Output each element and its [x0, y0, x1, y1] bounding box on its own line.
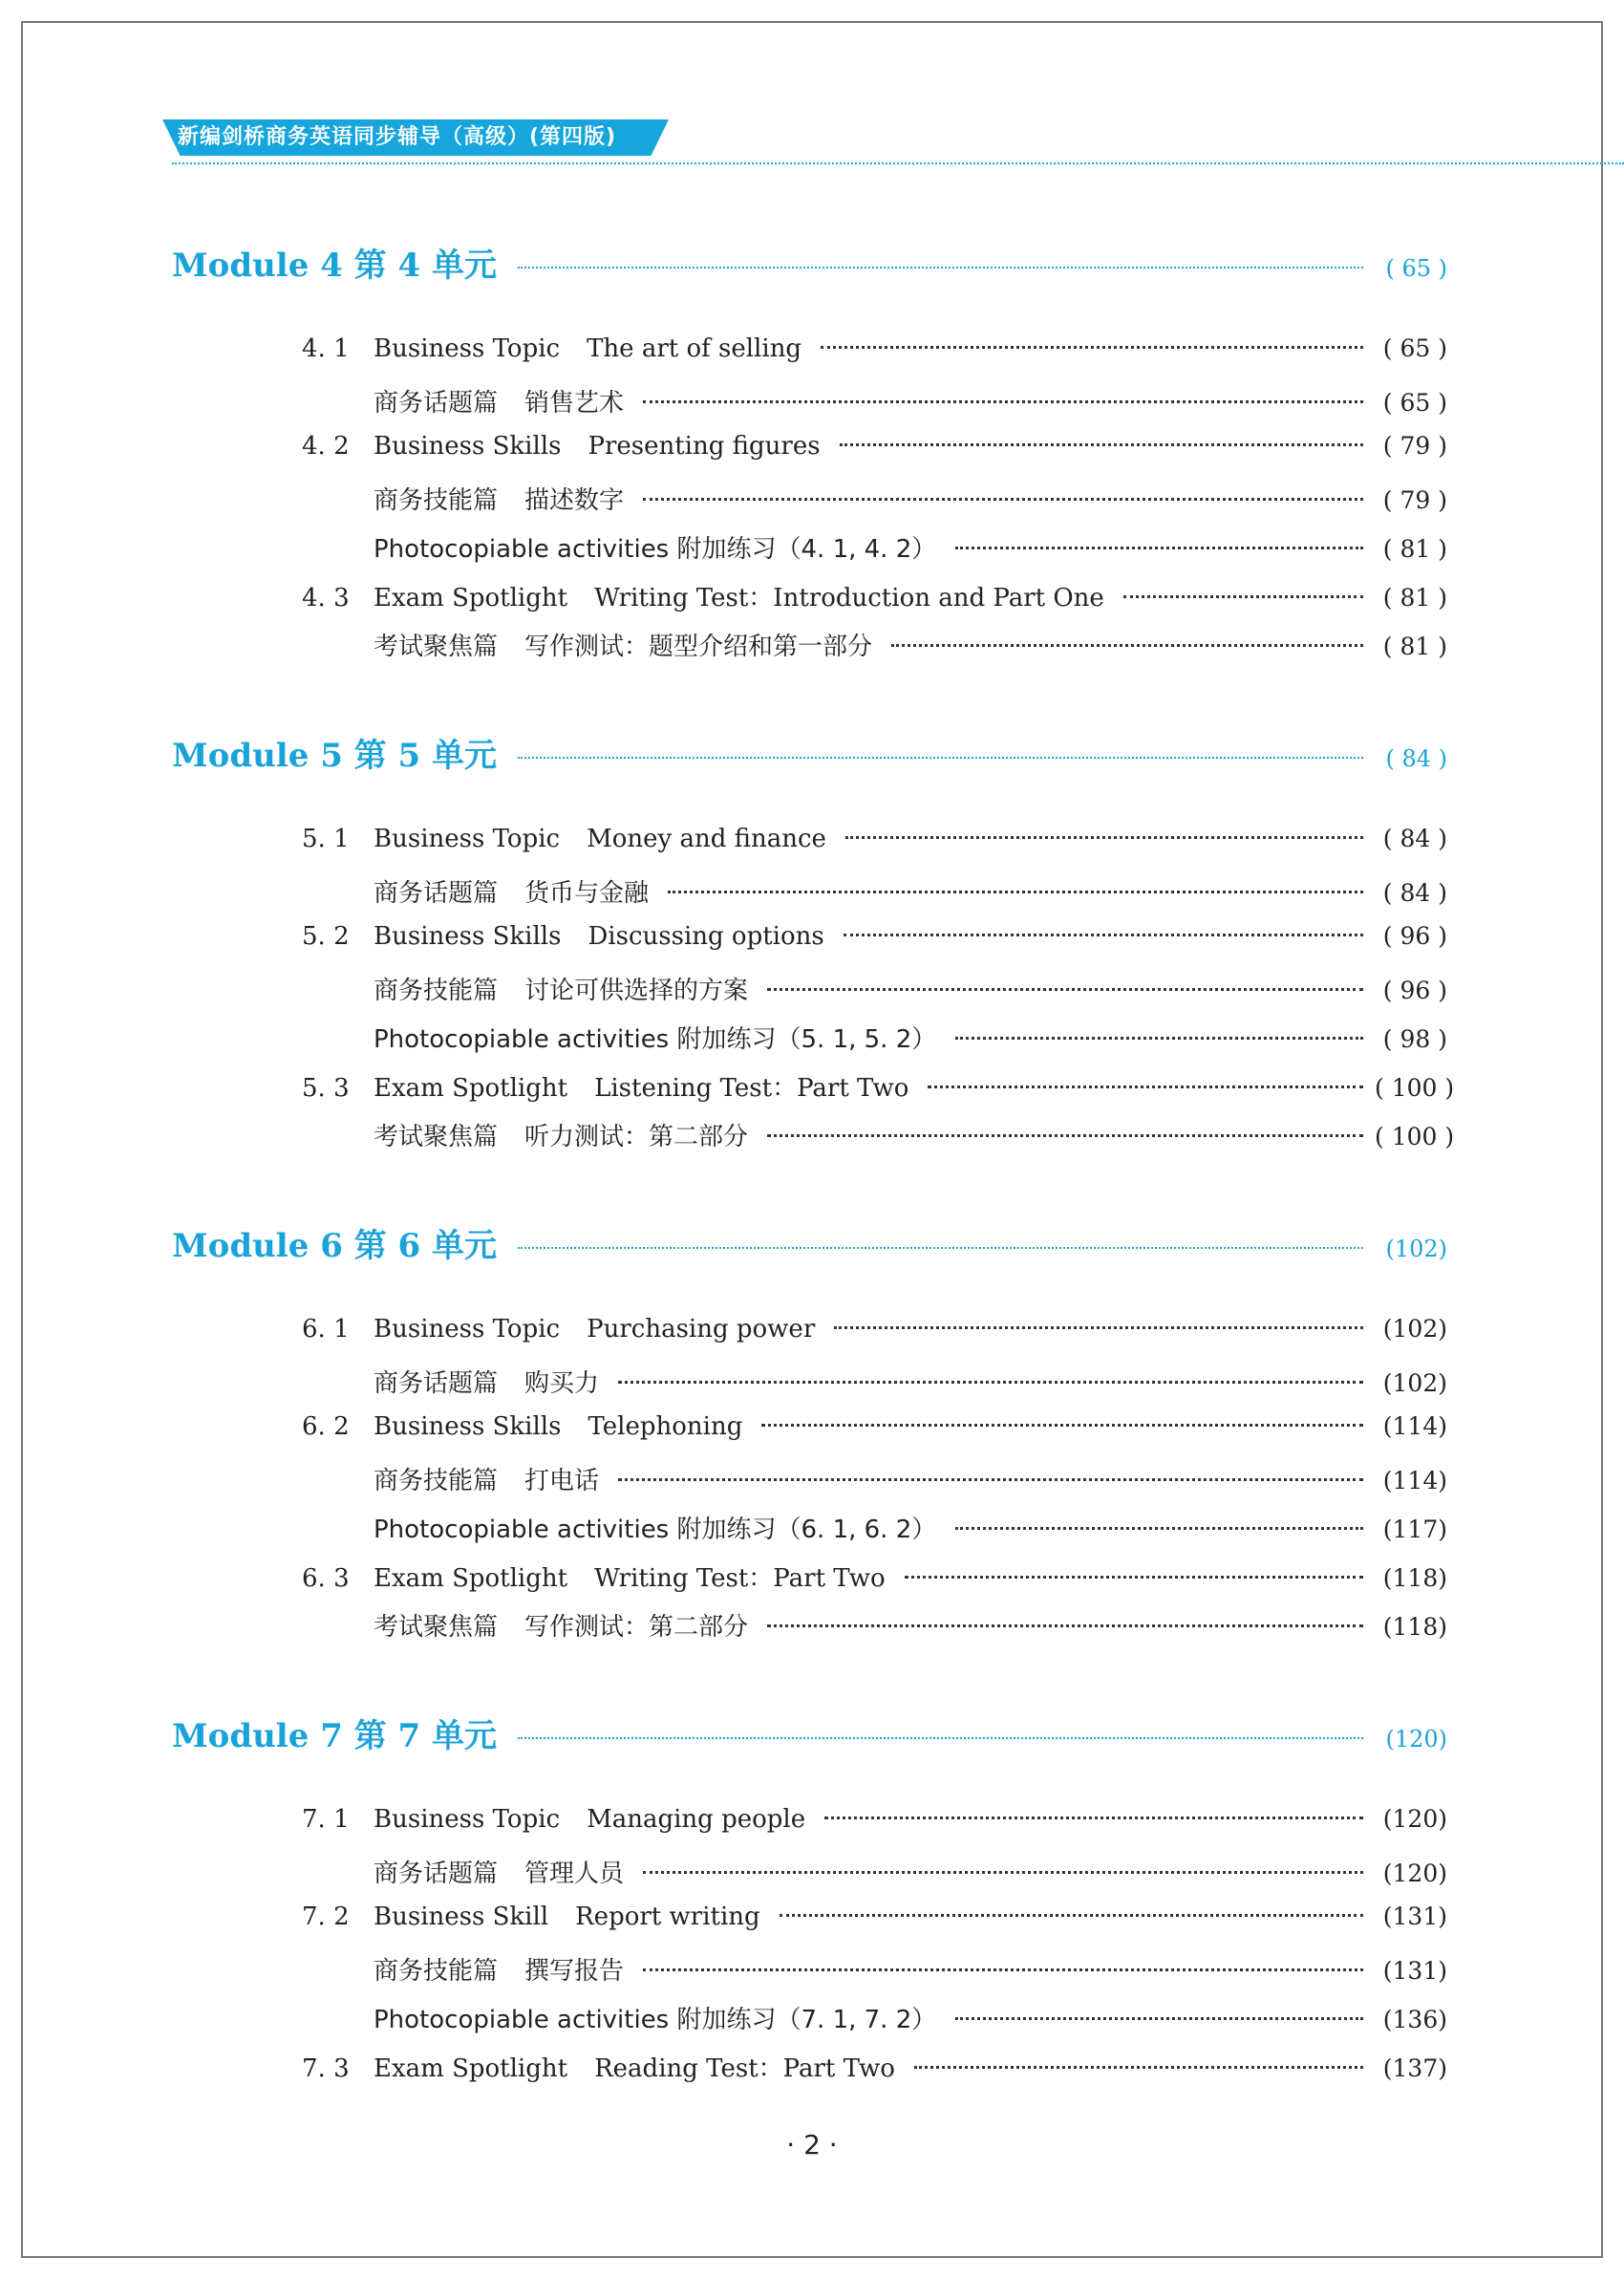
entry-category: 商务话题篇	[374, 1860, 499, 1888]
entry-page: (131)	[1382, 1957, 1447, 1985]
entry-category: Photocopiable activities 附加练习（5. 1, 5. 2）	[374, 1025, 937, 1054]
entry-page: (102)	[1382, 1369, 1447, 1397]
entry-number: 6. 2	[302, 1412, 350, 1441]
entry-number: 5. 3	[302, 1074, 350, 1103]
leader-dots	[780, 1914, 1363, 1917]
entry-title: 购买力	[524, 1369, 600, 1398]
entry-page: (118)	[1382, 1564, 1447, 1592]
entry-category: 商务技能篇	[374, 1957, 499, 1986]
toc-entry[interactable]	[172, 1951, 1447, 2000]
leader-dots	[518, 757, 1363, 759]
entry-page: (136)	[1382, 2006, 1447, 2033]
leader-dots	[643, 1871, 1363, 1874]
entry-page: (137)	[1382, 2054, 1447, 2082]
entry-page: ( 100 )	[1375, 1074, 1455, 1102]
entry-title: 销售艺术	[524, 389, 625, 418]
entry-page: ( 96 )	[1382, 922, 1447, 950]
entry-category: Photocopiable activities 附加练习（6. 1, 6. 2）	[374, 1516, 937, 1544]
entry-title: Purchasing power	[587, 1315, 816, 1344]
page-number: · 2 ·	[786, 2129, 838, 2161]
entry-category: 商务话题篇	[374, 389, 499, 418]
entry-title: Reading Test：Part Two	[594, 2054, 895, 2083]
module-section	[172, 729, 1455, 1166]
entry-title: 讨论可供选择的方案	[524, 977, 749, 1005]
entry-page: ( 100 )	[1375, 1123, 1455, 1150]
leader-dots	[928, 1086, 1363, 1088]
module-section	[172, 239, 1447, 676]
toc-entry[interactable]	[172, 1068, 1455, 1117]
toc-entry[interactable]	[172, 383, 1447, 432]
entry-text	[374, 383, 624, 419]
entry-text	[374, 1854, 624, 1889]
entry-text	[374, 825, 826, 853]
leader-dots	[955, 2017, 1363, 2020]
entry-category: Business Skills	[374, 922, 562, 951]
entry-title: Writing Test：Introduction and Part One	[594, 584, 1104, 613]
leader-dots	[891, 644, 1363, 647]
module-heading[interactable]	[172, 1709, 1447, 1763]
entry-category: Exam Spotlight	[374, 1564, 568, 1593]
toc-entry[interactable]	[172, 1315, 1447, 1364]
header-banner-text: 新编剑桥商务英语同步辅导（高级）(第四版)	[178, 125, 617, 149]
entry-text	[374, 1805, 805, 1834]
entry-category: Photocopiable activities 附加练习（4. 1, 4. 2）	[374, 535, 937, 564]
entry-category: 商务话题篇	[374, 1369, 499, 1398]
leader-dots	[834, 1326, 1363, 1329]
toc-entry[interactable]	[172, 334, 1447, 383]
entry-page: (117)	[1382, 1516, 1447, 1543]
entry-page: ( 84 )	[1382, 825, 1447, 852]
entry-text	[374, 1559, 886, 1594]
entry-title: 打电话	[524, 1467, 600, 1495]
entry-title: 写作测试：第二部分	[524, 1613, 749, 1642]
entry-category: Exam Spotlight	[374, 584, 568, 613]
entry-number: 7. 2	[302, 1903, 350, 1931]
entry-page: (131)	[1382, 1903, 1447, 1930]
entry-page: ( 81 )	[1382, 535, 1447, 563]
leader-dots	[518, 1247, 1363, 1249]
entry-text	[374, 334, 801, 363]
leader-dots	[914, 2066, 1363, 2069]
toc-entry[interactable]	[172, 432, 1447, 481]
module-heading[interactable]	[172, 239, 1447, 292]
entry-category: 商务技能篇	[374, 486, 499, 515]
entry-text	[374, 971, 748, 1006]
entry-title: 描述数字	[524, 486, 625, 515]
entry-text	[374, 1461, 599, 1496]
entry-number: 6. 3	[302, 1564, 350, 1593]
entry-number: 5. 1	[302, 825, 350, 853]
table-of-contents	[172, 239, 1455, 2151]
entry-text	[374, 1315, 815, 1344]
toc-entry[interactable]	[172, 1903, 1447, 1951]
module-heading[interactable]	[172, 1219, 1447, 1273]
leader-dots	[767, 988, 1363, 991]
leader-dots	[643, 400, 1363, 403]
leader-dots	[518, 267, 1363, 269]
entry-text	[374, 1117, 748, 1152]
module-title: Module 6 第 6 单元	[172, 1227, 498, 1265]
leader-dots	[1123, 595, 1363, 598]
entry-page: ( 98 )	[1382, 1025, 1447, 1053]
entry-category: Business Topic	[374, 1315, 561, 1344]
leader-dots	[955, 1527, 1363, 1530]
leader-dots	[767, 1624, 1363, 1627]
module-section	[172, 1219, 1447, 1656]
entry-page: ( 65 )	[1382, 389, 1447, 417]
entry-page: ( 65 )	[1382, 334, 1447, 362]
entry-text	[374, 1068, 908, 1104]
entry-number: 4. 1	[302, 334, 350, 363]
entry-title: The art of selling	[587, 334, 802, 363]
leader-dots	[761, 1424, 1363, 1427]
toc-entry[interactable]	[172, 1510, 1447, 1559]
leader-dots	[518, 1737, 1363, 1739]
entry-title: Discussing options	[588, 922, 824, 951]
entry-category: Business Topic	[374, 334, 561, 363]
module-section	[172, 1709, 1447, 2097]
entry-category: 考试聚焦篇	[374, 633, 499, 661]
entry-category: Exam Spotlight	[374, 1074, 568, 1103]
entry-text	[374, 627, 872, 662]
entry-title: Presenting figures	[588, 432, 821, 461]
toc-entry[interactable]	[172, 825, 1447, 873]
entry-category: 考试聚焦篇	[374, 1123, 499, 1151]
module-page: ( 65 )	[1385, 255, 1447, 282]
entry-number: 5. 2	[302, 922, 350, 951]
entry-text	[374, 1020, 936, 1055]
entry-text	[374, 1607, 748, 1643]
module-title: Module 4 第 4 单元	[172, 247, 498, 285]
entry-title: Writing Test：Part Two	[594, 1564, 886, 1593]
entry-title: Telephoning	[588, 1412, 743, 1441]
leader-dots	[643, 1968, 1363, 1971]
leader-dots	[844, 934, 1363, 936]
entry-title: 货币与金融	[524, 879, 650, 908]
toc-entry[interactable]	[172, 481, 1447, 529]
entry-title: 撰写报告	[524, 1957, 625, 1986]
toc-entry[interactable]	[172, 2000, 1447, 2049]
leader-dots	[668, 891, 1363, 893]
entry-page: ( 81 )	[1382, 633, 1447, 660]
toc-entry[interactable]	[172, 1364, 1447, 1412]
entry-number: 7. 1	[302, 1805, 350, 1834]
leader-dots	[618, 1478, 1363, 1481]
entry-category: Business Skills	[374, 1412, 562, 1441]
entry-category: 商务技能篇	[374, 1467, 499, 1495]
toc-entry[interactable]	[172, 1805, 1447, 1854]
entry-number: 4. 3	[302, 584, 350, 613]
toc-entry[interactable]	[172, 1461, 1447, 1510]
entry-page: ( 79 )	[1382, 486, 1447, 514]
leader-dots	[643, 498, 1363, 501]
entry-category: Business Topic	[374, 825, 561, 853]
entry-category: Business Skills	[374, 432, 562, 461]
leader-dots	[955, 547, 1363, 549]
entry-title: Report writing	[575, 1903, 760, 1931]
entry-title: 写作测试：题型介绍和第一部分	[524, 633, 873, 661]
entry-page: (118)	[1382, 1613, 1447, 1641]
leader-dots	[840, 443, 1363, 446]
entry-page: ( 81 )	[1382, 584, 1447, 612]
entry-title: 管理人员	[524, 1860, 625, 1888]
entry-category: 商务技能篇	[374, 977, 499, 1005]
entry-page: ( 96 )	[1382, 977, 1447, 1004]
toc-entry[interactable]	[172, 873, 1447, 922]
entry-number: 6. 1	[302, 1315, 350, 1344]
toc-entry[interactable]	[172, 529, 1447, 578]
entry-text	[374, 529, 936, 565]
entry-text	[374, 578, 1104, 613]
module-page: ( 84 )	[1385, 745, 1447, 772]
entry-page: (120)	[1382, 1805, 1447, 1833]
module-title: Module 5 第 5 单元	[172, 737, 498, 775]
entry-title: 听力测试：第二部分	[524, 1123, 749, 1151]
entry-text	[374, 432, 821, 461]
entry-text	[374, 1903, 760, 1931]
leader-dots	[824, 1817, 1363, 1819]
entry-text	[374, 481, 624, 516]
toc-entry[interactable]	[172, 1607, 1447, 1656]
leader-dots	[955, 1037, 1363, 1040]
module-heading[interactable]	[172, 729, 1447, 783]
toc-entry[interactable]	[172, 2049, 1447, 2097]
entry-page: ( 79 )	[1382, 432, 1447, 460]
module-title: Module 7 第 7 单元	[172, 1717, 498, 1755]
leader-dots	[905, 1576, 1363, 1579]
leader-dots	[845, 836, 1363, 839]
entry-text	[374, 2000, 936, 2035]
entry-page: (114)	[1382, 1412, 1447, 1440]
toc-entry[interactable]	[172, 1020, 1447, 1068]
module-page: (102)	[1385, 1236, 1447, 1262]
module-page: (120)	[1385, 1726, 1447, 1752]
entry-category: Business Topic	[374, 1805, 561, 1834]
entry-text	[374, 1510, 936, 1545]
entry-page: (114)	[1382, 1467, 1447, 1494]
header-rule	[172, 162, 1624, 164]
toc-entry[interactable]	[172, 627, 1447, 676]
entry-page: (102)	[1382, 1315, 1447, 1343]
toc-entry[interactable]	[172, 1412, 1447, 1461]
entry-category: Photocopiable activities 附加练习（7. 1, 7. 2）	[374, 2006, 937, 2034]
toc-entry[interactable]	[172, 1117, 1455, 1166]
entry-page: ( 84 )	[1382, 879, 1447, 907]
toc-entry[interactable]	[172, 578, 1447, 627]
leader-dots	[767, 1134, 1363, 1137]
entry-category: 商务话题篇	[374, 879, 499, 908]
entry-number: 7. 3	[302, 2054, 350, 2083]
entry-text	[374, 873, 649, 909]
entry-category: Business Skill	[374, 1903, 549, 1931]
entry-title: Managing people	[587, 1805, 806, 1834]
toc-entry[interactable]	[172, 922, 1447, 971]
entry-text	[374, 1951, 624, 1987]
entry-number: 4. 2	[302, 432, 350, 461]
entry-title: Listening Test：Part Two	[594, 1074, 909, 1103]
entry-page: (120)	[1382, 1860, 1447, 1887]
toc-entry[interactable]	[172, 971, 1447, 1020]
entry-text	[374, 1412, 742, 1441]
entry-category: Exam Spotlight	[374, 2054, 568, 2083]
entry-text	[374, 1364, 599, 1399]
entry-title: Money and finance	[587, 825, 826, 853]
entry-category: 考试聚焦篇	[374, 1613, 499, 1642]
entry-text	[374, 2049, 895, 2084]
toc-entry[interactable]	[172, 1559, 1447, 1607]
leader-dots	[821, 346, 1363, 349]
toc-entry[interactable]	[172, 1854, 1447, 1903]
entry-text	[374, 922, 824, 951]
leader-dots	[618, 1381, 1363, 1384]
